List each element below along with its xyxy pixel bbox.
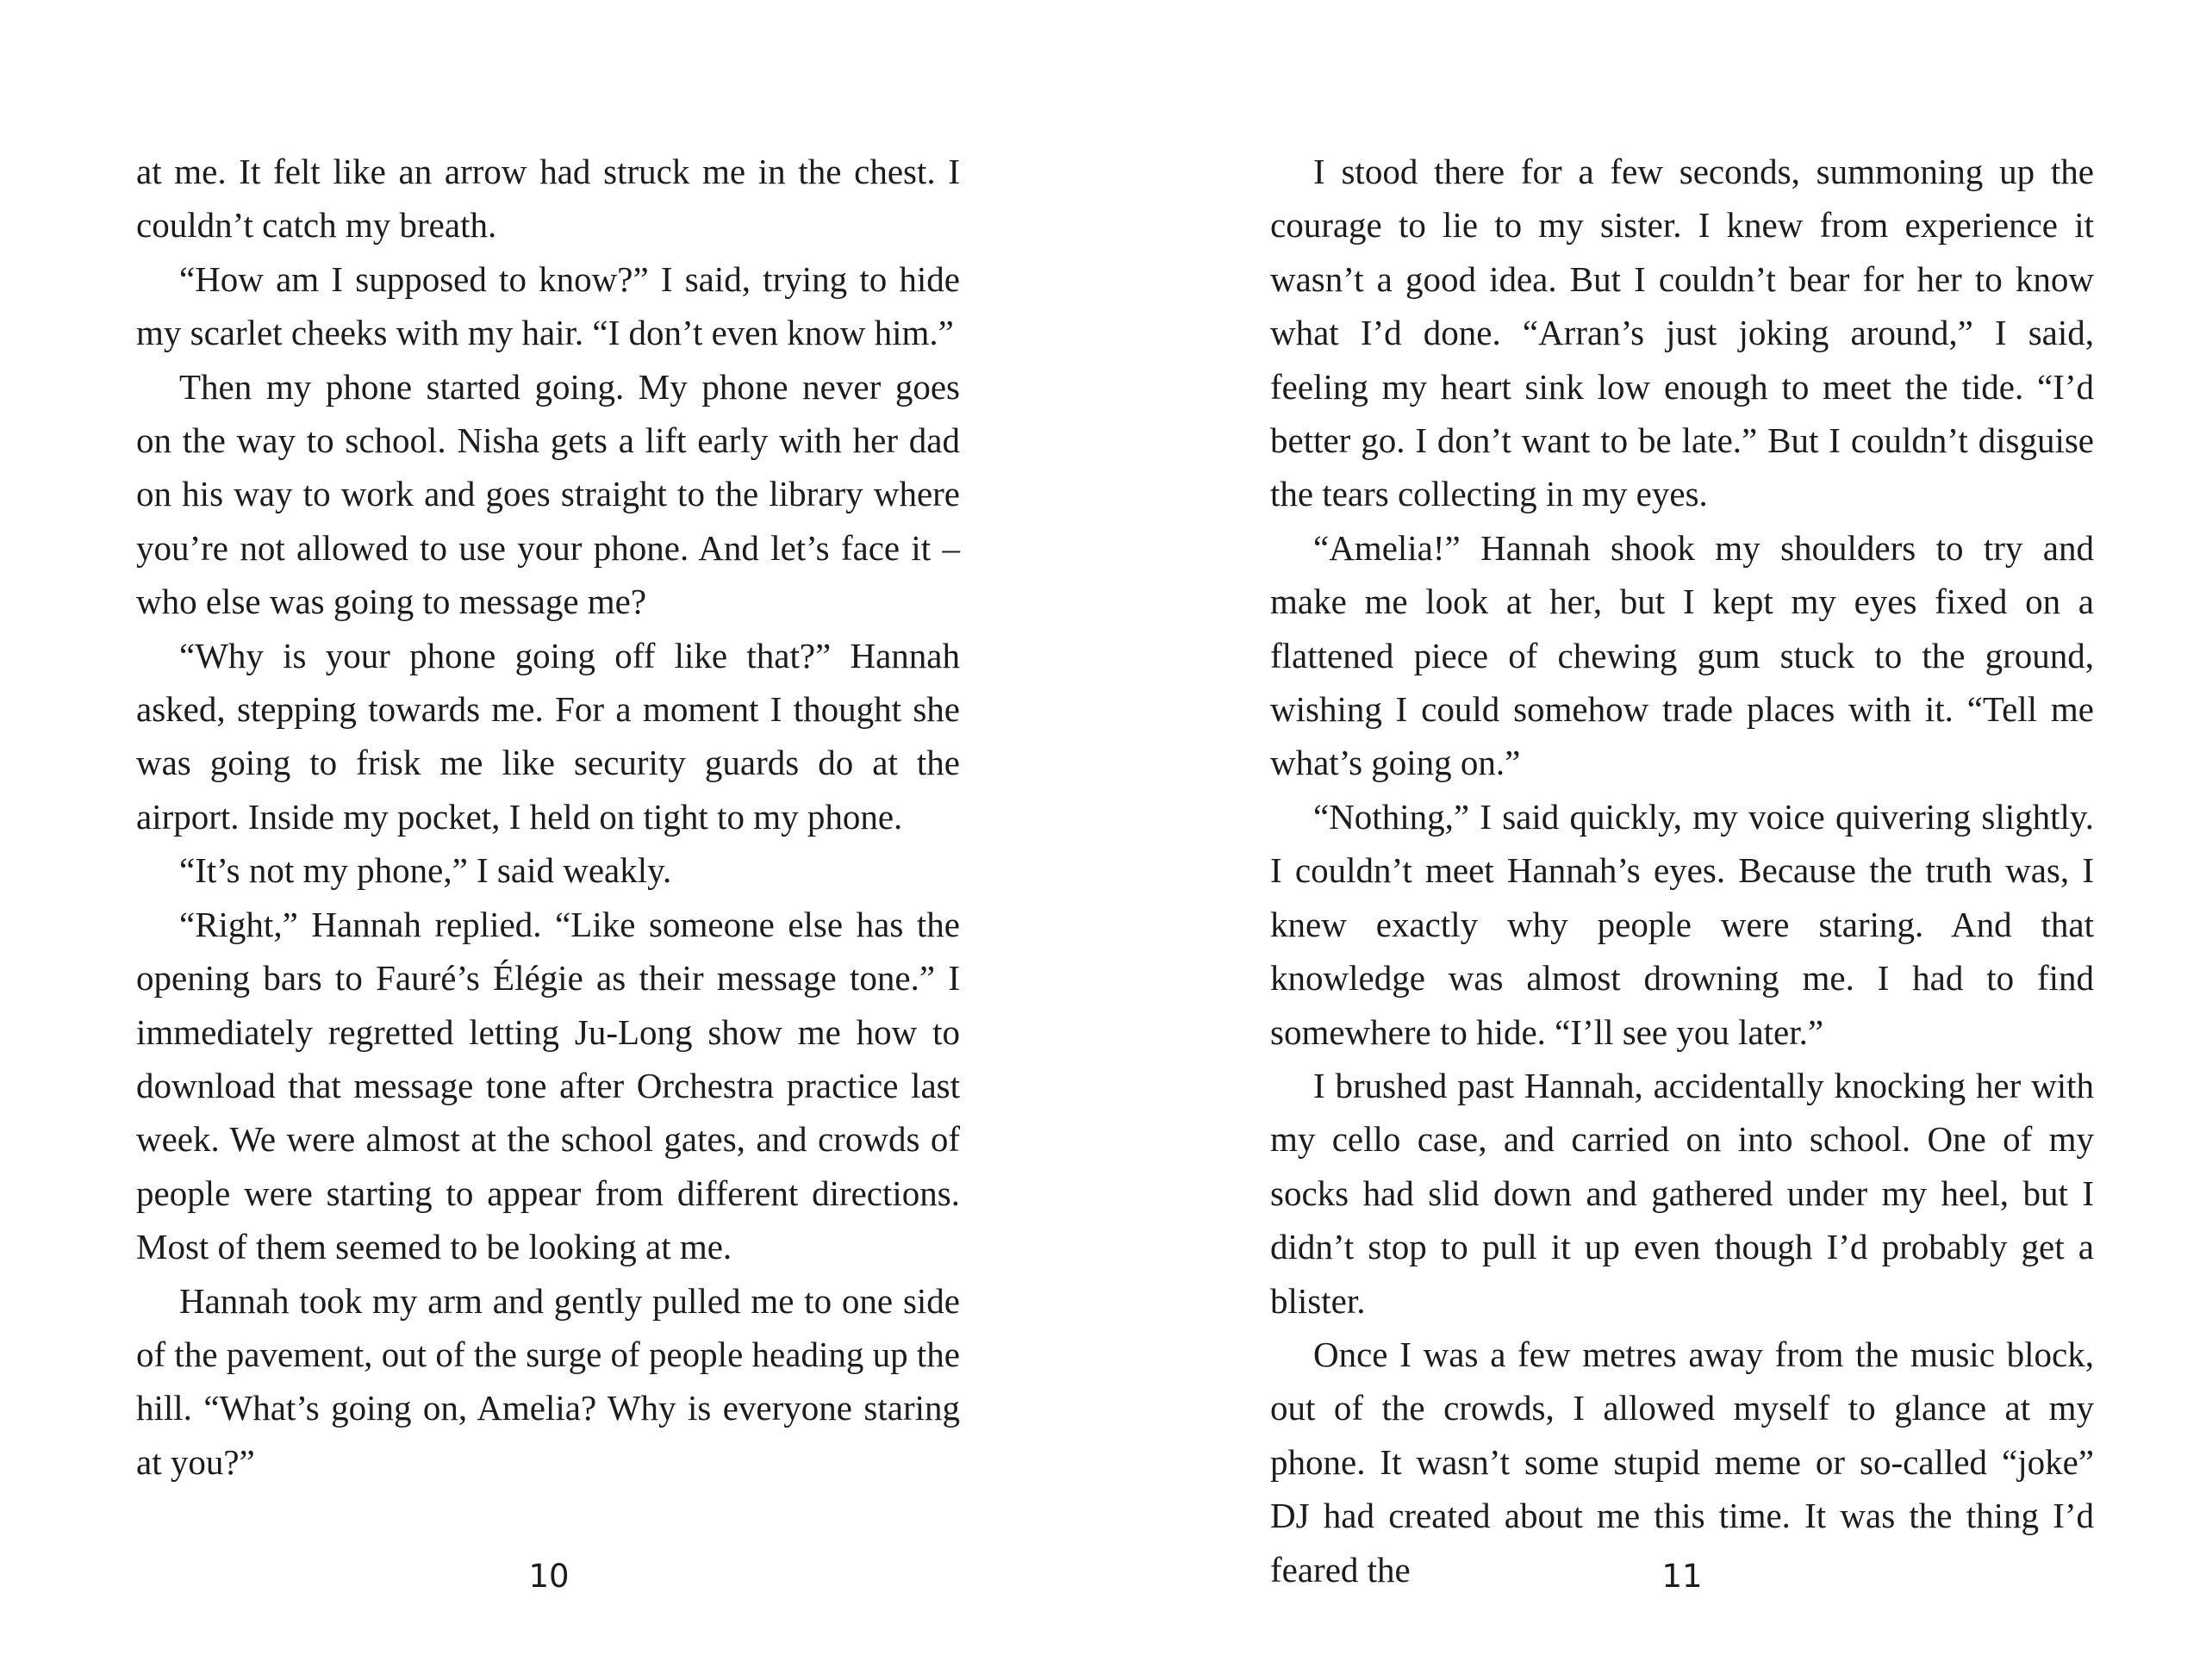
left-page-text bbox=[136, 145, 960, 1489]
paragraph: at me. It felt like an arrow had struck me in the chest. I couldn’t catch my breath. bbox=[136, 152, 960, 246]
paragraph: Then my phone started going. My phone never goes on the way to school. Nisha gets a lift early with her dad on his way to work and goes straight to the library where you’re not allowed to use your phone. And let’s face it – who else was going to message me? bbox=[136, 366, 960, 622]
page-number-right: 11 bbox=[1661, 1558, 1703, 1595]
right-page-text bbox=[1270, 145, 2094, 1596]
paragraph: Hannah took my arm and gently pulled me to one side of the pavement, out of the surge of people heading up the hill. “What’s going on, Amelia? Why is everyone staring at you?” bbox=[136, 1280, 960, 1482]
paragraph: I stood there for a few seconds, summoning up the courage to lie to my sister. I knew from experience it wasn’t a good idea. But I couldn’t bear for her to know what I’d done. “Arran’s just joking around,” I said, feeling my heart sink low enough to meet the tide. “I’d better go. I don’t want to be late.” But I couldn’t disguise the tears collecting in my eyes. bbox=[1270, 152, 2094, 514]
paragraph: “Amelia!” Hannah shook my shoulders to try and make me look at her, but I kept my eyes fixed on a flattened piece of chewing gum stuck to the ground, wishing I could somehow trade places with it. “Tell me what’s going on.” bbox=[1270, 527, 2094, 783]
paragraph: “Right,” Hannah replied. “Like someone else has the opening bars to Fauré’s Élégie as their message tone.” I immediately regretted letting Ju-Long show me how to download that message tone after Orchestra practice last week. We were almost at the school gates, and crowds of people were starting to appear from different directions. Most of them seemed to be looking at me. bbox=[136, 904, 960, 1267]
page-number-left: 10 bbox=[528, 1558, 570, 1595]
paragraph: Once I was a few metres away from the music block, out of the crowds, I allowed myself to glance at my phone. It wasn’t some stupid meme or so-called “joke” DJ had created about me this time. It was the thing I’d feared the bbox=[1270, 1334, 2094, 1590]
paragraph: “It’s not my phone,” I said weakly. bbox=[179, 850, 672, 891]
paragraph: “Nothing,” I said quickly, my voice quivering slightly. I couldn’t meet Hannah’s eyes. Because the truth was, I knew exactly why people were staring. And that knowledge was almost drowning me. I had to find somewhere to hide. “I’ll see you later.” bbox=[1270, 796, 2094, 1052]
paragraph: I brushed past Hannah, accidentally knocking her with my cello case, and carried on into school. One of my socks had slid down and gathered under my heel, but I didn’t stop to pull it up even though I’d probably get a blister. bbox=[1270, 1065, 2094, 1321]
paragraph: “Why is your phone going off like that?” Hannah asked, stepping towards me. For a moment I thought she was going to frisk me like security guards do at the airport. Inside my pocket, I held on tight to my phone. bbox=[136, 635, 960, 837]
paragraph: “How am I supposed to know?” I said, trying to hide my scarlet cheeks with my hair. “I don’t even know him.” bbox=[136, 258, 960, 353]
